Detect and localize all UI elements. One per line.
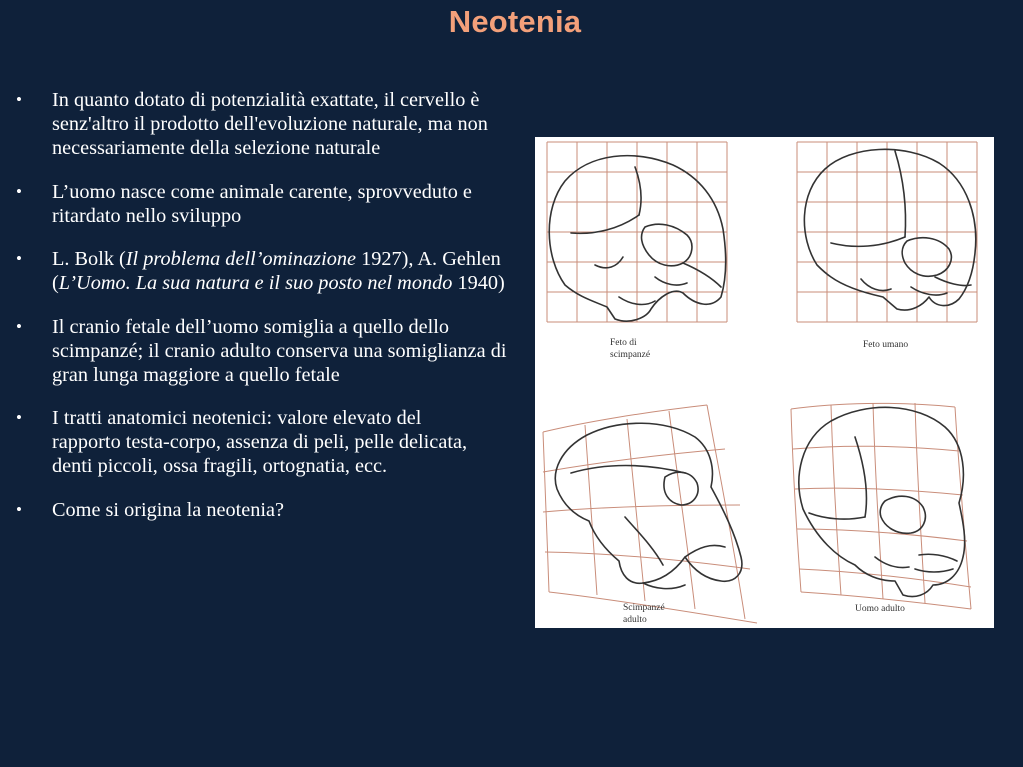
caption-chimp-adult-line2: adulto: [623, 615, 647, 625]
bullet-item: [14, 498, 524, 522]
bullet-text: [52, 180, 472, 228]
skull-human-fetus: [804, 149, 975, 310]
slide-title: Neotenia: [448, 4, 582, 39]
bullet-text-run: L. Bolk (: [52, 248, 126, 270]
bullet-text-run: Il cranio fetale dell’uomo somiglia a quello dello scimpanzé; il cranio adulto conserva una somiglianza di gran lunga maggiore a quello fetale: [52, 315, 507, 386]
caption-human-adult: Uomo adulto: [855, 604, 905, 614]
bullet-text: [52, 406, 492, 478]
bullet-text-run: L’uomo nasce come animale carente, sprovveduto e ritardato nello sviluppo: [52, 180, 472, 227]
bullet-marker: •: [16, 316, 22, 336]
book-title-gehlen: L’Uomo. La sua natura e il suo posto nel mondo: [58, 272, 453, 294]
bullet-text-run: Come si origina la neotenia?: [52, 498, 285, 521]
bullet-item: [14, 247, 524, 295]
bullet-item: [14, 180, 524, 228]
bullet-item: [14, 88, 524, 160]
skull-comparison-figure: [535, 137, 994, 628]
grid-chimp-fetus: [547, 142, 727, 322]
caption-chimp-adult-line1: Scimpanzé: [623, 603, 665, 613]
bullet-marker: •: [16, 249, 22, 268]
bullet-text-run: 1927), A. Gehlen (: [52, 248, 501, 294]
bullet-marker: •: [16, 90, 22, 109]
bullet-text: [52, 247, 524, 295]
bullet-text: [52, 498, 524, 522]
panel-chimp-fetus: [547, 142, 727, 360]
skull-chimp-fetus: [549, 156, 726, 321]
panel-human-adult: [791, 403, 971, 614]
bullet-text: [52, 88, 507, 160]
bullet-marker: •: [16, 181, 22, 201]
bullet-list: [14, 88, 524, 541]
bullet-item: [14, 315, 524, 387]
bullet-marker: •: [16, 499, 22, 519]
bullet-marker: •: [16, 408, 22, 427]
bullet-text: [52, 315, 507, 387]
panel-human-fetus: [797, 142, 977, 350]
bullet-text-run: In quanto dotato di potenzialità exattate, il cervello è senz'altro il prodotto dell'evoluzione naturale, ma non necessariamente della selezione naturale: [52, 89, 488, 159]
book-title-bolk: Il problema dell’ominazione: [125, 248, 356, 270]
caption-chimp-fetus-line1: Feto di: [610, 338, 637, 348]
caption-human-fetus: Feto umano: [863, 340, 909, 350]
bullet-item: [14, 406, 524, 478]
bullet-text-run: I tratti anatomici neotenici: valore elevato del rapporto testa-corpo, assenza di peli, pelle delicata, denti piccoli, ossa fragili, ortognatia, ecc.: [52, 407, 468, 477]
bullet-text-run: 1940): [452, 272, 505, 294]
panel-chimp-adult: [543, 405, 757, 625]
caption-chimp-fetus-line2: scimpanzé: [610, 350, 651, 360]
skull-human-adult: [799, 407, 965, 596]
